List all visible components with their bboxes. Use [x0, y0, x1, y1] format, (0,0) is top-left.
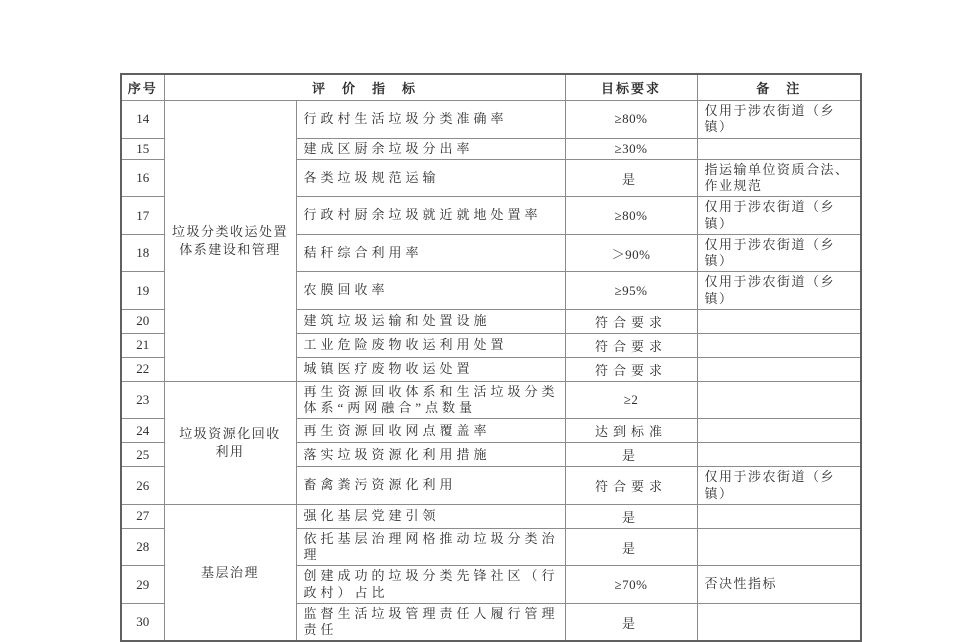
target-cell: 符合要求 [565, 357, 697, 381]
indicator-cell: 创建成功的垃圾分类先锋社区（行政村）占比 [296, 566, 565, 604]
remark-cell: 否决性指标 [697, 566, 861, 604]
row-number-cell: 19 [121, 272, 164, 310]
category-label-line: 垃圾资源化回收 [179, 426, 281, 442]
evaluation-indicators-table [120, 73, 862, 642]
indicator-cell: 各类垃圾规范运输 [296, 159, 565, 197]
target-cell: 是 [565, 603, 697, 641]
header-cell-target: 目标要求 [565, 74, 697, 101]
target-cell: 是 [565, 443, 697, 467]
indicator-cell: 依托基层治理网格推动垃圾分类治理 [296, 528, 565, 566]
header-cell-remark: 备 注 [697, 74, 861, 101]
target-cell: ＞90% [565, 234, 697, 272]
category-cell [164, 101, 296, 382]
table-row [121, 504, 861, 528]
category-label-line: 基层治理 [200, 564, 259, 580]
header-cell-indicator: 评 价 指 标 [164, 74, 565, 101]
target-cell: ≥70% [565, 566, 697, 604]
indicator-cell: 工业危险废物收运利用处置 [296, 333, 565, 357]
indicator-cell: 畜禽粪污资源化利用 [296, 467, 565, 505]
indicator-cell: 再生资源回收体系和生活垃圾分类体系“两网融合”点数量 [296, 381, 565, 419]
remark-cell [697, 357, 861, 381]
table-body [121, 101, 861, 642]
row-number-cell: 29 [121, 566, 164, 604]
row-number-cell: 15 [121, 138, 164, 159]
row-number-cell: 27 [121, 504, 164, 528]
target-cell: 达到标准 [565, 419, 697, 443]
target-cell: ≥80% [565, 101, 697, 139]
category-label-line: 利用 [215, 443, 245, 459]
header-cell-no: 序号 [121, 74, 164, 101]
row-number-cell: 16 [121, 159, 164, 197]
indicator-cell: 落实垃圾资源化利用措施 [296, 443, 565, 467]
row-number-cell: 14 [121, 101, 164, 139]
indicator-cell: 秸秆综合利用率 [296, 234, 565, 272]
target-cell: 符合要求 [565, 309, 697, 333]
row-number-cell: 26 [121, 467, 164, 505]
row-number-cell: 22 [121, 357, 164, 381]
category-label-line: 体系建设和管理 [179, 241, 281, 257]
row-number-cell: 30 [121, 603, 164, 641]
row-number-cell: 20 [121, 309, 164, 333]
indicator-cell: 行政村生活垃圾分类准确率 [296, 101, 565, 139]
category-cell [164, 504, 296, 641]
remark-cell [697, 443, 861, 467]
row-number-cell: 17 [121, 197, 164, 235]
indicator-cell: 农膜回收率 [296, 272, 565, 310]
remark-cell [697, 381, 861, 419]
table-header-row [121, 74, 861, 101]
remark-cell [697, 138, 861, 159]
table-row [121, 381, 861, 419]
remark-cell: 仅用于涉农街道（乡镇） [697, 101, 861, 139]
indicator-cell: 强化基层党建引领 [296, 504, 565, 528]
target-cell: 是 [565, 159, 697, 197]
indicator-cell: 监督生活垃圾管理责任人履行管理责任 [296, 603, 565, 641]
row-number-cell: 28 [121, 528, 164, 566]
remark-cell [697, 603, 861, 641]
row-number-cell: 24 [121, 419, 164, 443]
remark-cell [697, 504, 861, 528]
remark-cell: 仅用于涉农街道（乡镇） [697, 197, 861, 235]
row-number-cell: 21 [121, 333, 164, 357]
table-row [121, 101, 861, 139]
target-cell: 是 [565, 528, 697, 566]
remark-cell: 指运输单位资质合法、作业规范 [697, 159, 861, 197]
row-number-cell: 23 [121, 381, 164, 419]
indicator-cell: 建成区厨余垃圾分出率 [296, 138, 565, 159]
target-cell: ≥80% [565, 197, 697, 235]
remark-cell [697, 333, 861, 357]
target-cell: ≥2 [565, 381, 697, 419]
remark-cell [697, 528, 861, 566]
indicator-cell: 行政村厨余垃圾就近就地处置率 [296, 197, 565, 235]
indicator-cell: 建筑垃圾运输和处置设施 [296, 309, 565, 333]
target-cell: 符合要求 [565, 333, 697, 357]
row-number-cell: 25 [121, 443, 164, 467]
row-number-cell: 18 [121, 234, 164, 272]
category-cell [164, 381, 296, 504]
indicator-cell: 再生资源回收网点覆盖率 [296, 419, 565, 443]
target-cell: 符合要求 [565, 467, 697, 505]
remark-cell: 仅用于涉农街道（乡镇） [697, 234, 861, 272]
category-label-line: 垃圾分类收运处置 [171, 224, 288, 240]
target-cell: 是 [565, 504, 697, 528]
target-cell: ≥30% [565, 138, 697, 159]
remark-cell: 仅用于涉农街道（乡镇） [697, 272, 861, 310]
indicator-cell: 城镇医疗废物收运处置 [296, 357, 565, 381]
remark-cell: 仅用于涉农街道（乡镇） [697, 467, 861, 505]
remark-cell [697, 309, 861, 333]
remark-cell [697, 419, 861, 443]
target-cell: ≥95% [565, 272, 697, 310]
